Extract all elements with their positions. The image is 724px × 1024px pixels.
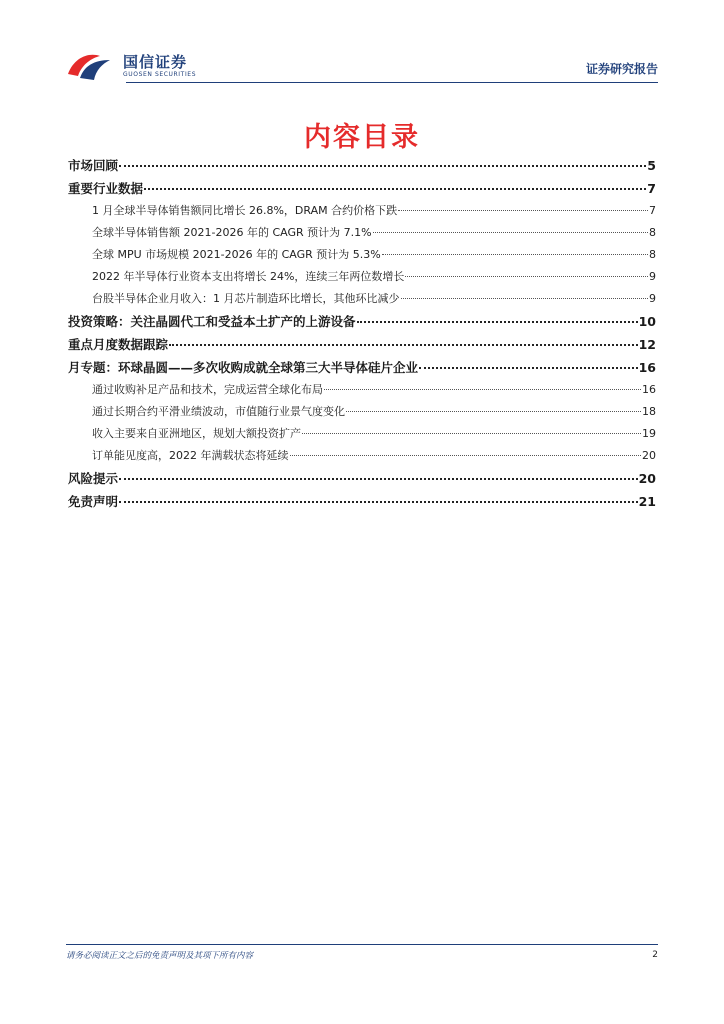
- page-footer: [66, 944, 658, 961]
- toc-leader: [324, 389, 641, 390]
- toc-entry-page: 5: [647, 158, 656, 173]
- toc-entry[interactable]: [68, 177, 656, 200]
- toc-leader: [290, 455, 642, 456]
- toc-leader: [169, 344, 638, 346]
- toc-leader: [401, 298, 649, 299]
- toc-leader: [144, 188, 646, 190]
- toc-entry-title: 通过收购补足产品和技术，完成运营全球化布局: [92, 383, 323, 396]
- toc-subentry[interactable]: [92, 288, 656, 310]
- toc-leader: [119, 478, 638, 480]
- toc-entry-page: 7: [647, 181, 656, 196]
- toc-subentry[interactable]: [92, 244, 656, 266]
- toc-entry-page: 16: [638, 360, 656, 375]
- toc-subentry[interactable]: [92, 445, 656, 467]
- toc-entry-page: 18: [642, 405, 656, 418]
- table-of-contents: [68, 154, 656, 513]
- toc-leader: [357, 321, 638, 323]
- toc-entry[interactable]: [68, 310, 656, 333]
- report-type-label: 证券研究报告: [585, 62, 658, 76]
- toc-entry[interactable]: [68, 154, 656, 177]
- footer-divider: [66, 944, 658, 945]
- toc-entry-title: 收入主要来自亚洲地区，规划大额投资扩产: [92, 427, 301, 440]
- toc-entry-page: 9: [649, 292, 656, 305]
- guosen-logo-icon: [66, 48, 112, 82]
- toc-subentry[interactable]: [92, 379, 656, 401]
- toc-entry-title: 投资策略：关注晶圆代工和受益本土扩产的上游设备: [68, 314, 356, 329]
- toc-leader: [302, 433, 641, 434]
- toc-entry-page: 8: [649, 248, 656, 261]
- toc-entry-title: 月专题：环球晶圆——多次收购成就全球第三大半导体硅片企业: [68, 360, 419, 375]
- toc-entry[interactable]: [68, 333, 656, 356]
- brand-name-english: GUOSEN SECURITIES: [123, 71, 197, 78]
- toc-leader: [382, 254, 648, 255]
- brand-name: 国信证券: [123, 53, 188, 71]
- toc-entry-title: 2022 年半导体行业资本支出将增长 24%，连续三年两位数增长: [92, 270, 405, 283]
- toc-entry-page: 16: [642, 383, 656, 396]
- toc-entry-title: 重点月度数据跟踪: [68, 337, 169, 352]
- toc-entry[interactable]: [68, 490, 656, 513]
- header-divider: [126, 82, 658, 83]
- toc-entry-title: 通过长期合约平滑业绩波动，市值随行业景气度变化: [92, 405, 345, 418]
- toc-entry-title: 订单能见度高，2022 年满载状态将延续: [92, 449, 289, 462]
- toc-leader: [398, 210, 648, 211]
- toc-entry-page: 21: [638, 494, 656, 509]
- toc-subentry[interactable]: [92, 423, 656, 445]
- toc-leader: [119, 165, 646, 167]
- toc-entry-page: 8: [649, 226, 656, 239]
- toc-entry-title: 市场回顾: [68, 158, 119, 173]
- toc-subentry[interactable]: [92, 200, 656, 222]
- toc-leader: [373, 232, 648, 233]
- toc-title: 内容目录: [304, 122, 420, 153]
- toc-entry-page: 9: [649, 270, 656, 283]
- toc-entry[interactable]: [68, 467, 656, 490]
- toc-entry-title: 免责声明: [68, 494, 119, 509]
- toc-leader: [419, 367, 638, 369]
- toc-leader: [405, 276, 648, 277]
- toc-entry-page: 20: [642, 449, 656, 462]
- toc-subentry[interactable]: [92, 401, 656, 423]
- toc-entry-page: 20: [638, 471, 656, 486]
- toc-subentry[interactable]: [92, 222, 656, 244]
- toc-entry-title: 重要行业数据: [68, 181, 144, 196]
- toc-entry-title: 全球 MPU 市场规模 2021-2026 年的 CAGR 预计为 5.3%: [92, 248, 381, 261]
- footer-disclaimer: 请务必阅读正文之后的免责声明及其项下所有内容: [66, 951, 254, 961]
- toc-entry-title: 风险提示: [68, 471, 119, 486]
- toc-entry[interactable]: [68, 356, 656, 379]
- toc-leader: [346, 411, 641, 412]
- toc-entry-title: 1 月全球半导体销售额同比增长 26.8%，DRAM 合约价格下跌: [92, 204, 398, 217]
- toc-entry-title: 台股半导体企业月收入：1 月芯片制造环比增长，其他环比减少: [92, 292, 400, 305]
- toc-entry-page: 19: [642, 427, 656, 440]
- toc-entry-page: 12: [638, 337, 656, 352]
- page-number: 2: [652, 950, 658, 960]
- toc-entry-page: 10: [638, 314, 656, 329]
- toc-entry-title: 全球半导体销售额 2021-2026 年的 CAGR 预计为 7.1%: [92, 226, 372, 239]
- page-header: [66, 48, 658, 86]
- toc-leader: [119, 501, 638, 503]
- toc-subentry[interactable]: [92, 266, 656, 288]
- toc-entry-page: 7: [649, 204, 656, 217]
